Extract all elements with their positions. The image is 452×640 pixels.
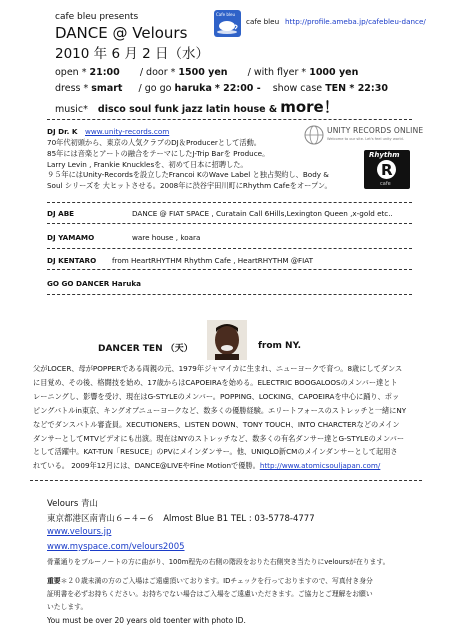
- dj1-bio-line: Soul シリーズを 大ヒットさせる。2008年に渋谷宇田川町にRhythm Cafeをオープン。: [47, 181, 332, 191]
- dj1-bio: [47, 138, 332, 192]
- cafe-bleu-name: cafe bleu: [246, 17, 280, 26]
- dj1-bio-line: 85年には音楽とアートの融合をテーマにしたJ-Trip Barを Produce。: [47, 148, 270, 158]
- dancer-label: DANCER TEN （天）: [98, 344, 193, 354]
- venue-address: 東京都港区南青山６−４−６ Almost Blue B1 TEL : 03-5778-4777: [47, 514, 315, 524]
- open-label: open *: [55, 67, 87, 78]
- music-value: disco soul funk jazz latin house &: [97, 104, 278, 115]
- dress-label: dress *: [55, 83, 89, 94]
- divider: [47, 294, 412, 295]
- notice-line: 証明書を必ずお持ちください。お持ちでない場合はご入場をご遠慮いただきます。ご協力とご理解をお願い: [47, 590, 373, 598]
- divider: [47, 269, 412, 270]
- notice-line: [47, 575, 373, 588]
- dancer-bio-line: などでダンスバトル審査員。XECUTIONERS、LISTEN DOWN、TONY TOUCH、INTO CHARCTERなどのメイン: [33, 419, 400, 429]
- rhythm-r-letter: R: [381, 161, 393, 179]
- cafe-bleu-logo: [214, 10, 241, 37]
- rhythm-r-badge: [377, 160, 396, 179]
- dj2-name: DJ ABE: [47, 209, 75, 218]
- dj1-name: DJ Dr. K: [47, 127, 78, 136]
- divider: [47, 223, 412, 224]
- coffee-cup-icon: [214, 10, 241, 37]
- dress-value: smart: [91, 83, 123, 94]
- show-value: TEN * 22:30: [325, 83, 388, 94]
- dancer-bio-line: として活躍中。KAT-TUN「RESUCE」のPVにメインダンサー。他、UNIQLO新CMのメインダンサーとして起用さ: [33, 447, 398, 457]
- cafe-bleu-logo-text: Cafe bleu: [216, 12, 236, 17]
- venue-name: Velours 青山: [47, 499, 98, 509]
- dj3-venues: ware house , koara: [132, 233, 201, 242]
- event-title: DANCE @ Velours: [55, 24, 188, 42]
- music-more: more！: [280, 98, 339, 116]
- gogo-label: / go go: [138, 83, 172, 94]
- presents-text: cafe bleu presents: [55, 12, 139, 22]
- notice-line-text: ＊２０歳未満の方のご入場はご遠慮頂いております。IDチェックを行っておりますので、写真付き身分: [60, 577, 373, 585]
- open-time: 21:00: [89, 67, 120, 78]
- divider: [30, 480, 422, 481]
- dancer-bio: [33, 362, 406, 473]
- dj3-name: DJ YAMAMO: [47, 233, 95, 242]
- notice-important: 重要: [47, 577, 61, 585]
- music-label: music*: [55, 104, 88, 115]
- door-price: 1500 yen: [178, 67, 228, 78]
- dress-line: [55, 83, 388, 94]
- dj1-bio-line: ９５年にはUnity-Recordsを設立したFrancoi KのWave Label と独占契約し、Body &: [47, 170, 329, 180]
- dancer-photo: [207, 320, 247, 360]
- dancer-portrait: [207, 320, 247, 360]
- show-label: show case: [272, 83, 323, 94]
- venue-url[interactable]: www.velours.jp: [47, 527, 112, 537]
- dancer-bio-line: ダンサーとしてMTVビデオにも出演。現在はNYのストレッチなど、数多くの有名ダンサー達とG-STYLEのメンバー: [33, 433, 405, 443]
- gogo-value: haruka: [174, 83, 212, 94]
- unity-logo-subtitle: Welcome to our site. Let's feel unity world.: [327, 137, 404, 141]
- rhythm-cafe-logo: [364, 150, 410, 189]
- dancer-bio-line: レーニングし、影響を受け、現在はG-STYLEのメンバー。POPPING、LOCKING、CAPOEIRAを中心に踊り、ポッ: [33, 391, 400, 401]
- dancer-bio-line: に目覚め、その後、格闘技を始め、17歳からはCAPOEIRAを始める。ELECTRIC BOOGALOOSのメンバー達とト: [33, 377, 398, 387]
- rhythm-logo-sub: cafe: [380, 181, 391, 187]
- venue-myspace-url[interactable]: www.myspace.com/velours2005: [47, 542, 185, 552]
- unity-records-logo: [303, 123, 424, 148]
- venue-directions: 骨董通りをブルーノートの方に曲がり、100m程先の右側の階段をおりた右側突き当たりにveloursが在ります。: [47, 558, 390, 566]
- dancer-bio-line: 父がLOCER、母がPOPPERである両親の元、1979年ジャマイカに生まれ、ニューヨークで育つ。8歳にしてダンス: [33, 364, 403, 373]
- id-notice: [47, 575, 373, 627]
- dj1-bio-line: Larry Levin , Frankie Knucklesを、初めて日本に招聘した。: [47, 159, 248, 169]
- dancer-url[interactable]: http://www.atomicsouljapan.com/: [259, 461, 381, 471]
- dj4-name: DJ KENTARO: [47, 256, 97, 265]
- dancer-bio-last: [33, 459, 406, 473]
- dj1-url[interactable]: www.unity-records.com: [85, 127, 170, 136]
- unity-globe-icon: [303, 124, 329, 146]
- gogo-time: * 22:00 -: [214, 83, 261, 94]
- notice-line: いたします。: [47, 603, 88, 611]
- gogo-dancer: GO GO DANCER Haruka: [47, 279, 141, 288]
- divider: [47, 202, 412, 203]
- door-label: / door *: [139, 67, 176, 78]
- divider: [47, 248, 412, 249]
- flyer-price: 1000 yen: [309, 67, 359, 78]
- music-line: [55, 96, 339, 117]
- flyer-label: / with flyer *: [247, 67, 307, 78]
- price-line: [55, 67, 358, 78]
- dj1-bio-line: 70年代初頭から、東京の人気クラブのDJ＆Producerとして活動。: [47, 138, 261, 147]
- dancer-bio-line: ピングバトルin東京、キングオブニューヨークなど、数多くの優勝経験。エリートフォースのストレッチと一緒にNY: [33, 405, 407, 415]
- dj2-venues: DANCE @ FIAT SPACE , Curatain Call 6Hills,Lexington Queen ,x-gold etc..: [132, 209, 393, 218]
- event-date: 2010 年 6 月 2 日（水）: [55, 46, 209, 62]
- dancer-bio-line: れている。 2009年12月には、DANCE@LIVEやFine Motionで優勝。: [33, 461, 260, 471]
- dancer-from: from NY.: [258, 341, 302, 351]
- divider: [47, 119, 412, 120]
- dj4-venues: from HeartRHYTHM Rhythm Cafe , HeartRHYTHM @FIAT: [112, 256, 314, 265]
- cafe-bleu-url[interactable]: http://profile.ameba.jp/cafebleu-dance/: [285, 17, 426, 26]
- notice-english: You must be over 20 years old toenter with photo ID.: [47, 616, 246, 625]
- rhythm-logo-text: Rhythm: [369, 151, 400, 159]
- unity-logo-title: UNITY RECORDS ONLINE: [327, 126, 424, 135]
